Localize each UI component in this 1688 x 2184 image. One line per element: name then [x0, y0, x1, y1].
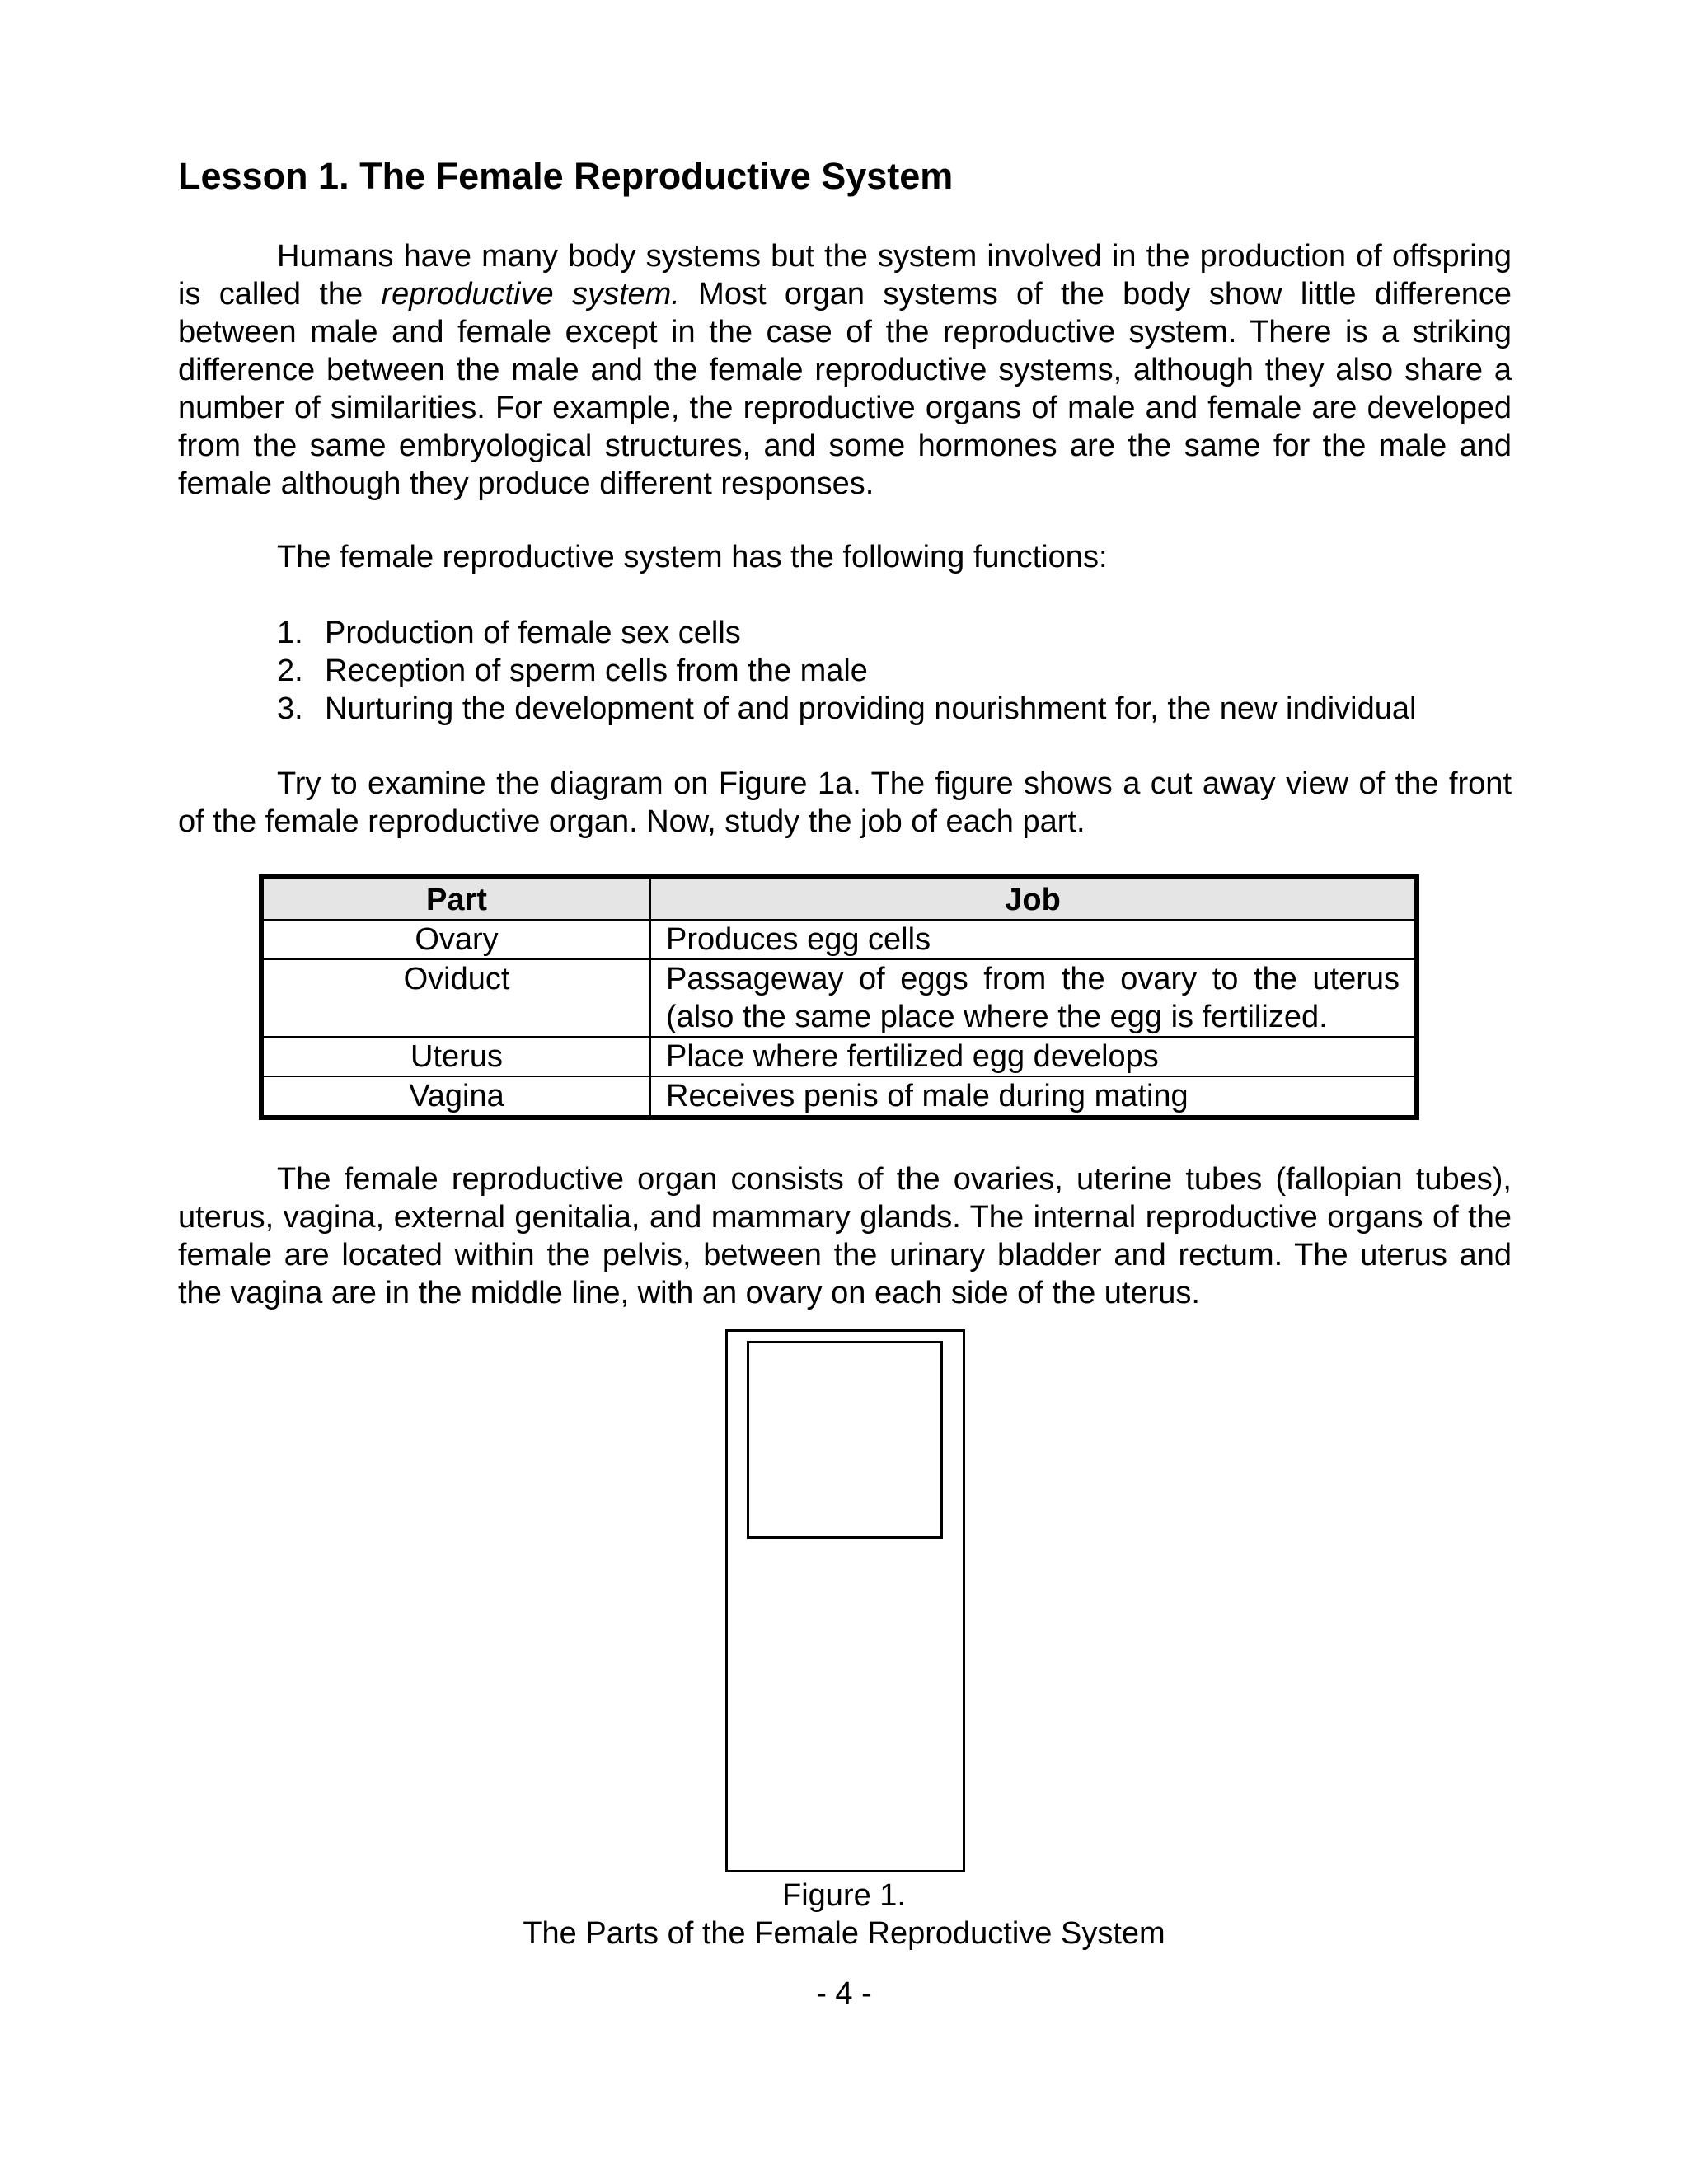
job-column-header: Job	[650, 877, 1417, 920]
list-item-number: 3.	[277, 691, 303, 726]
list-item-text: Nurturing the development of and providing nourishment for, the new individual	[325, 691, 1417, 726]
job-cell: Place where fertilized egg develops	[650, 1037, 1417, 1076]
functions-intro-text: The female reproductive system has the following functions:	[277, 540, 1108, 574]
table-row	[261, 1037, 1417, 1076]
list-item-number: 1.	[277, 616, 303, 650]
table-row	[261, 959, 1417, 1037]
intro-text-start: Humans have many body systems but the system involved in the production of offspring is called the	[178, 239, 1512, 312]
page-number: - 4 -	[816, 1976, 872, 2011]
intro-paragraph	[178, 237, 1512, 503]
table-header-row	[261, 877, 1417, 920]
list-item-text: Reception of sperm cells from the male	[325, 654, 868, 688]
figure-title: The Parts of the Female Reproductive System	[523, 1916, 1165, 1951]
intro-text-end: Most organ systems of the body show little difference between male and female except in the case of the reproductive system. There is a striking difference between the male and the female reproductive systems, although they also share a number of similarities. For example, the reproductive organs of male and female are developed from the same embryological structures, and some hormones are the same for the male and female although they produce different responses.	[178, 277, 1512, 501]
figure-label: Figure 1.	[782, 1878, 906, 1913]
list-item-number: 2.	[277, 654, 303, 688]
part-cell: Oviduct	[261, 959, 650, 1037]
figure-placeholder-inner-box	[747, 1341, 943, 1539]
part-cell: Ovary	[261, 920, 650, 959]
table-row	[261, 1076, 1417, 1118]
table-row	[261, 920, 1417, 959]
functions-intro-paragraph	[178, 538, 1512, 576]
list-item	[277, 652, 1416, 690]
organ-paragraph	[178, 1160, 1512, 1312]
part-cell: Uterus	[261, 1037, 650, 1076]
list-item-text: Production of female sex cells	[325, 616, 741, 650]
functions-list	[277, 614, 1416, 728]
intro-italic-term: reproductive system.	[381, 277, 680, 312]
job-cell: Receives penis of male during mating	[650, 1076, 1417, 1118]
part-cell: Vagina	[261, 1076, 650, 1118]
list-item	[277, 690, 1416, 728]
figure-placeholder-frame	[725, 1329, 965, 1872]
job-cell: Produces egg cells	[650, 920, 1417, 959]
part-column-header: Part	[261, 877, 650, 920]
parts-job-table	[259, 874, 1419, 1120]
examine-paragraph	[178, 765, 1512, 841]
job-cell: Passageway of eggs from the ovary to the uterus (also the same place where the egg is fertilized.	[650, 959, 1417, 1037]
organ-text: The female reproductive organ consists of the ovaries, uterine tubes (fallopian tubes), uterus, vagina, external genitalia, and mammary glands. The internal reproductive organs of the female are located within the pelvis, between the urinary bladder and rectum. The uterus and the vagina are in the middle line, with an ovary on each side of the uterus.	[178, 1162, 1512, 1310]
list-item	[277, 614, 1416, 652]
lesson-heading: Lesson 1. The Female Reproductive System	[178, 155, 954, 197]
examine-text: Try to examine the diagram on Figure 1a. The figure shows a cut away view of the front of the female reproductive organ. Now, study the job of each part.	[178, 766, 1512, 839]
